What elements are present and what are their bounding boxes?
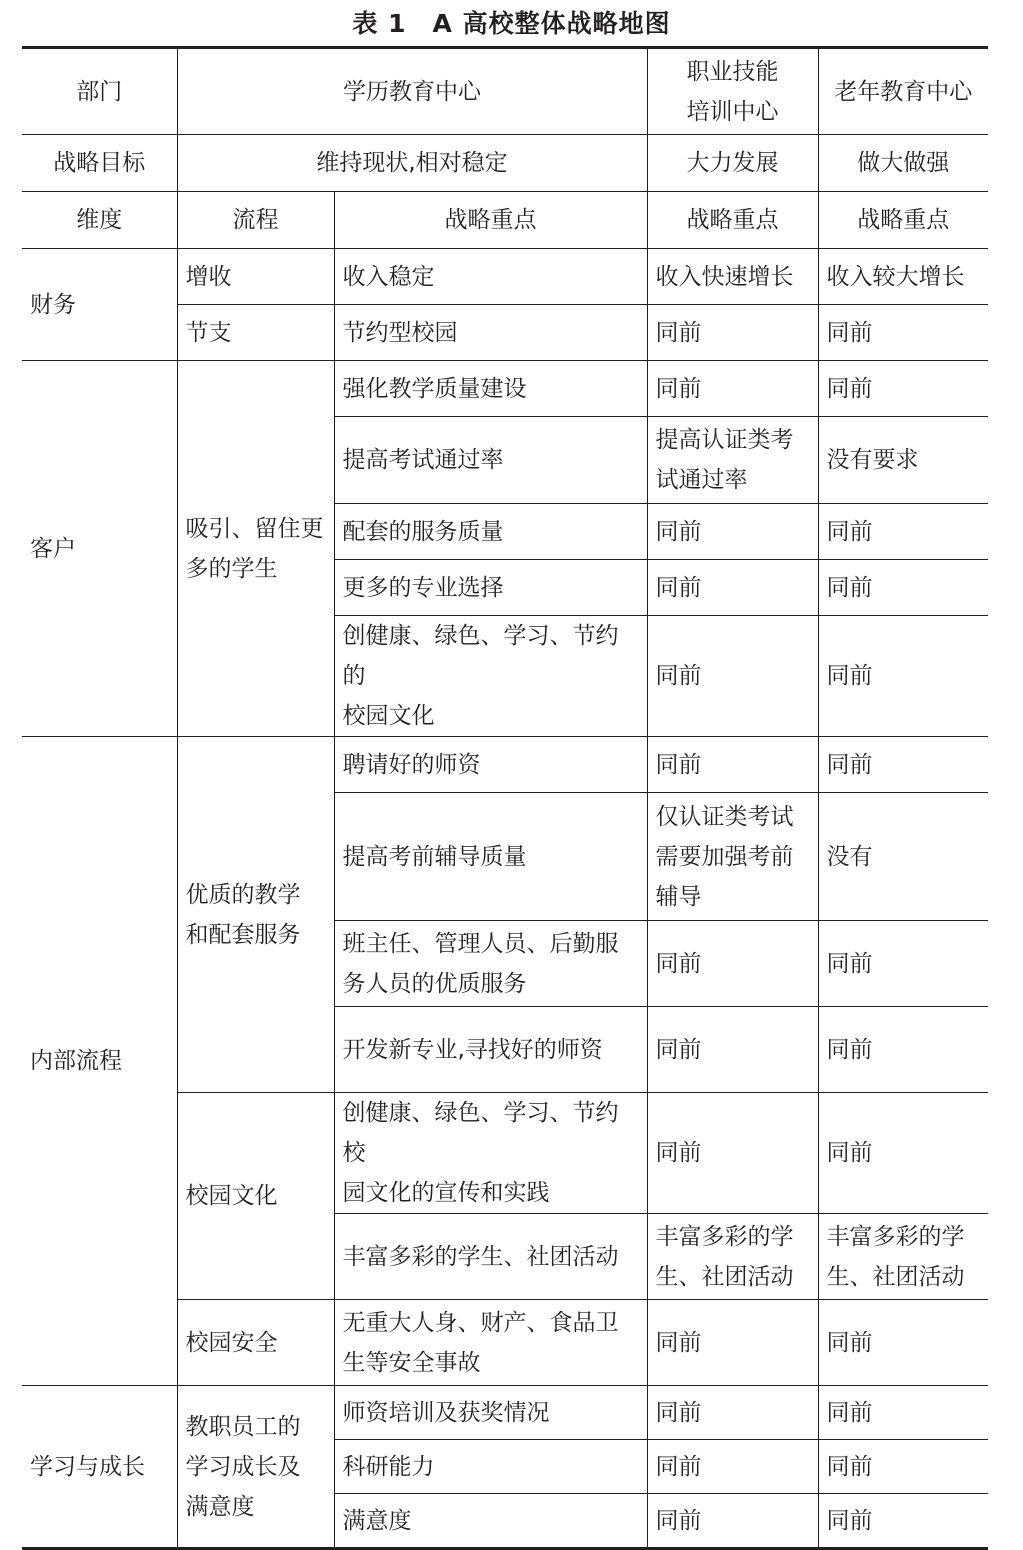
- focus-vocational: 同前: [647, 1440, 818, 1494]
- cell-line: 校园文化: [342, 703, 435, 729]
- focus-vocational: 收入快速增长: [647, 249, 818, 305]
- focus-senior: 没有要求: [818, 417, 988, 504]
- cell-line: 班主任、管理人员、后勤服: [342, 930, 619, 957]
- focus-senior: 同前: [818, 737, 988, 793]
- focus-senior: 同前: [818, 560, 988, 616]
- focus-vocational: 同前: [647, 1093, 818, 1214]
- focus-senior: 同前: [818, 1386, 988, 1440]
- cell-line: 务人员的优质服务: [342, 970, 527, 997]
- dept-academic: 学历教育中心: [177, 48, 647, 135]
- process-line: 学习成长及: [185, 1453, 301, 1480]
- process-line: 多的学生: [185, 555, 278, 582]
- focus-vocational: 同前: [647, 1300, 818, 1386]
- cell-line: 园文化的宣传和实践: [342, 1180, 550, 1206]
- focus-academic: 提高考试通过率: [334, 417, 647, 504]
- process-cell: [177, 1386, 334, 1549]
- focus-vocational: [647, 417, 818, 504]
- focus-senior: 同前: [818, 1440, 988, 1494]
- focus-academic: 丰富多彩的学生、社团活动: [334, 1214, 647, 1300]
- table-row: [22, 361, 988, 417]
- goal-senior: 做大做强: [818, 135, 988, 192]
- focus-academic: [334, 921, 647, 1007]
- focus-academic: 提高考前辅导质量: [334, 793, 647, 921]
- cell-line: 生、社团活动: [826, 1263, 965, 1290]
- focus-vocational: 同前: [647, 921, 818, 1007]
- focus-senior: 同前: [818, 1300, 988, 1386]
- focus-senior: 收入较大增长: [818, 249, 988, 305]
- focus-academic: 配套的服务质量: [334, 504, 647, 560]
- process-cell: [177, 737, 334, 1093]
- process-line: 和配套服务: [185, 921, 301, 948]
- cell-line: 试通过率: [655, 467, 748, 493]
- process-line: 满意度: [185, 1493, 255, 1520]
- cell-line: 创健康、绿色、学习、节约校: [342, 1100, 619, 1166]
- process-label: 流程: [177, 192, 334, 249]
- focus-vocational: [647, 1214, 818, 1300]
- process-line: 教职员工的: [185, 1413, 301, 1440]
- cell-line: 丰富多彩的学: [826, 1223, 965, 1250]
- department-label: 部门: [22, 48, 177, 135]
- focus-vocational: 同前: [647, 361, 818, 417]
- goal-vocational: 大力发展: [647, 135, 818, 192]
- cell-line: 生等安全事故: [342, 1349, 481, 1376]
- process-line: 吸引、留住更: [185, 515, 324, 542]
- focus-vocational: 同前: [647, 1386, 818, 1440]
- focus-academic: 收入稳定: [334, 249, 647, 305]
- dimension-internal: 内部流程: [22, 737, 177, 1386]
- focus-vocational: 同前: [647, 1494, 818, 1549]
- dept-senior: 老年教育中心: [818, 48, 988, 135]
- process-cell: [177, 361, 334, 737]
- focus-senior: 同前: [818, 1007, 988, 1093]
- table-row: [22, 249, 988, 305]
- dept-vocational: [647, 48, 818, 135]
- focus-vocational: 同前: [647, 560, 818, 616]
- focus-senior: 同前: [818, 504, 988, 560]
- process-line: 优质的教学: [185, 881, 301, 908]
- dept-vocational-line2: 培训中心: [686, 98, 779, 125]
- focus-academic: 科研能力: [334, 1440, 647, 1494]
- focus-academic: 开发新专业,寻找好的师资: [334, 1007, 647, 1093]
- focus-senior: [818, 1214, 988, 1300]
- dimension-customer: 客户: [22, 361, 177, 737]
- focus-vocational: 同前: [647, 616, 818, 737]
- dimension-learning: 学习与成长: [22, 1386, 177, 1549]
- cell-line: 辅导: [655, 883, 702, 910]
- strategy-map-table: [22, 46, 988, 1550]
- dimension-label: 维度: [22, 192, 177, 249]
- focus-academic: 节约型校园: [334, 305, 647, 361]
- focus-senior: 同前: [818, 921, 988, 1007]
- focus-vocational: [647, 793, 818, 921]
- dimension-finance: 财务: [22, 249, 177, 361]
- focus-academic: 聘请好的师资: [334, 737, 647, 793]
- focus-vocational: 同前: [647, 305, 818, 361]
- cell-line: 丰富多彩的学: [655, 1223, 794, 1250]
- cell-line: 创健康、绿色、学习、节约的: [342, 623, 619, 689]
- focus-academic: [334, 1093, 647, 1214]
- focus-senior: 同前: [818, 616, 988, 737]
- process-cell: 校园文化: [177, 1093, 334, 1300]
- process-cell: 校园安全: [177, 1300, 334, 1386]
- goal-label: 战略目标: [22, 135, 177, 192]
- focus-academic: [334, 1300, 647, 1386]
- focus-vocational-label: 战略重点: [647, 192, 818, 249]
- cell-line: 生、社团活动: [655, 1263, 794, 1290]
- header-row-department: [22, 48, 988, 135]
- cell-line: 需要加强考前: [655, 843, 794, 870]
- focus-academic-label: 战略重点: [334, 192, 647, 249]
- cell-line: 无重大人身、财产、食品卫: [342, 1309, 619, 1336]
- process-cell: 增收: [177, 249, 334, 305]
- focus-academic: 更多的专业选择: [334, 560, 647, 616]
- header-row-goal: [22, 135, 988, 192]
- focus-senior: 同前: [818, 1093, 988, 1214]
- focus-senior-label: 战略重点: [818, 192, 988, 249]
- process-cell: 节支: [177, 305, 334, 361]
- focus-vocational: 同前: [647, 504, 818, 560]
- focus-vocational: 同前: [647, 1007, 818, 1093]
- focus-academic: 强化教学质量建设: [334, 361, 647, 417]
- table-title: 表 1 A 高校整体战略地图: [352, 9, 671, 38]
- focus-academic: 满意度: [334, 1494, 647, 1549]
- focus-senior: 同前: [818, 361, 988, 417]
- cell-line: 仅认证类考试: [655, 803, 794, 830]
- focus-vocational: 同前: [647, 737, 818, 793]
- dept-vocational-line1: 职业技能: [686, 58, 779, 85]
- focus-senior: 同前: [818, 305, 988, 361]
- table-row: [22, 737, 988, 793]
- focus-senior: 没有: [818, 793, 988, 921]
- table-row: [22, 1386, 988, 1440]
- goal-academic: 维持现状,相对稳定: [177, 135, 647, 192]
- focus-academic: 师资培训及获奖情况: [334, 1386, 647, 1440]
- header-row-columns: [22, 192, 988, 249]
- focus-senior: 同前: [818, 1494, 988, 1549]
- focus-academic: [334, 616, 647, 737]
- cell-line: 提高认证类考: [655, 427, 794, 453]
